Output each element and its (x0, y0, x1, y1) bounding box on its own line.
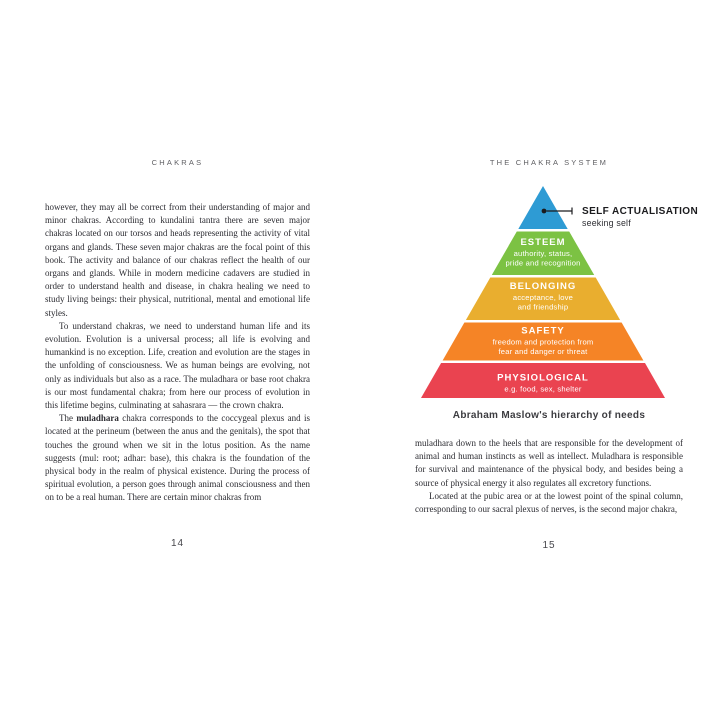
figure-caption: Abraham Maslow's hierarchy of needs (452, 410, 646, 421)
band-desc-esteem-1: authority, status, (513, 249, 573, 258)
callout-dot (542, 209, 547, 214)
band-desc-esteem-2: pride and recognition (505, 258, 581, 268)
page-number-left: 14 (170, 538, 185, 549)
band-desc-belonging-1: acceptance, love (512, 293, 574, 302)
callout-title: SELF ACTUALISATION (582, 206, 699, 217)
running-head-left: CHAKRAS (151, 158, 204, 167)
band-desc-physiological-1: e.g. food, sex, shelter (504, 384, 582, 394)
maslow-pyramid-figure (421, 185, 703, 403)
running-head-right: THE CHAKRA SYSTEM (489, 158, 609, 167)
page-number-right: 15 (542, 540, 556, 551)
band-desc-safety-1: freedom and protection from (492, 337, 594, 347)
band-name-belonging: BELONGING (509, 281, 577, 292)
bold-term: muladhara (76, 413, 119, 424)
paragraph: To understand chakras, we need to understand human life and its evolution. Evolution is a universal process; all life is evolving and humankind is no exception. Life, creation and evolution are the stages in the unfolding of consciousness. We as human beings are evolving, not only as individuals but also as a race. The muladhara or base root chakra is our most fundamental chakra; from here our process of evolution in this lifetime begins, culminating at sahasrara — the crown chakra. (45, 320, 310, 411)
body-text-right (415, 437, 683, 516)
paragraph: however, they may all be correct from their understanding of major and minor chakras. According to kundalini tantra there are seven major chakras located on our torsos and heads representing the activity of vital organs and glands. These seven major chakras are the focal point of this book. The activity and balance of our chakras reflect the health of our organs and glands. While in modern medicine cadavers are studied in order to understand health and disease, in chakra healing we need to study living beings: their physical, nutritional, mental and emotional life styles. (45, 202, 310, 318)
paragraph-text: The (59, 413, 77, 424)
paragraph (45, 412, 310, 504)
band-name-physiological: PHYSIOLOGICAL (497, 372, 589, 384)
pyramid-level-self-actualisation (518, 186, 567, 229)
callout-subtitle: seeking self (582, 218, 631, 228)
band-desc-safety-2: fear and danger or threat (498, 347, 588, 356)
band-name-esteem: ESTEEM (520, 237, 566, 248)
band-desc-belonging-2: and friendship (517, 302, 569, 312)
paragraph: Located at the pubic area or at the lowest point of the spinal column, corresponding to our sacral plexus of nerves, is the second major chakra, (415, 490, 683, 515)
paragraph-text: chakra corresponds to the coccygeal plexus and is located at the perineum (between the anus and the genitals), the spot that touches the ground when we sit in the lotus position. As the name suggests (mul: root; adhar: base), this chakra is the foundation of the physical body in the realm of physical existence. During the process of spiritual evolution, a person goes through animal consciousness and then on to be a real human. There are certain minor chakras from (45, 413, 310, 503)
paragraph: muladhara down to the heels that are responsible for the development of animal and human instincts as well as intellect. Muladhara is responsible for survival and maintenance of the physical body, and besides being a source of physical energy it also regulates all excretory functions. (415, 438, 683, 488)
body-text-left (45, 201, 310, 505)
band-name-safety: SAFETY (521, 325, 565, 337)
